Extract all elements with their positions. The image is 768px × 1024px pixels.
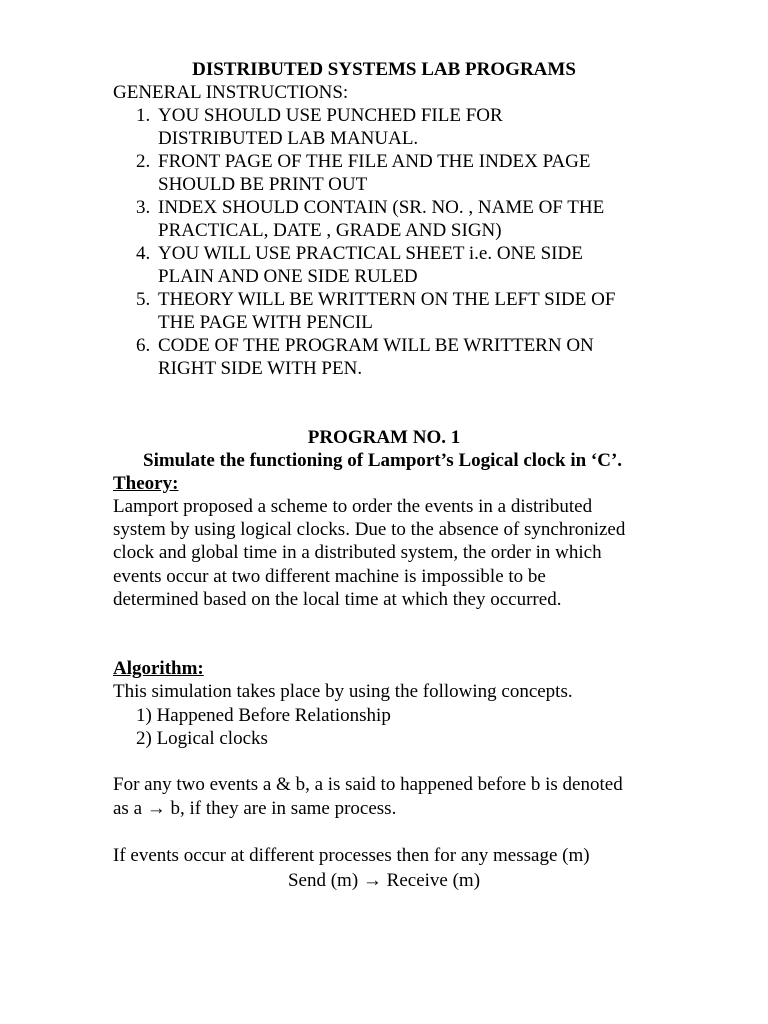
- instruction-text-line: YOU WILL USE PRACTICAL SHEET i.e. ONE SIDE: [158, 243, 583, 264]
- theory-line: system by using logical clocks. Due to the absence of synchronized: [113, 519, 626, 540]
- instruction-text-line: PLAIN AND ONE SIDE RULED: [158, 266, 418, 287]
- instruction-text-line: CODE OF THE PROGRAM WILL BE WRITTERN ON: [158, 335, 594, 356]
- general-instructions-heading: GENERAL INSTRUCTIONS:: [113, 82, 349, 103]
- theory-heading: Theory:: [113, 473, 179, 494]
- theory-line: clock and global time in a distributed system, the order in which: [113, 542, 602, 563]
- message-line: If events occur at different processes then for any message (m): [113, 845, 590, 866]
- instruction-text-line: INDEX SHOULD CONTAIN (SR. NO. , NAME OF THE: [158, 197, 605, 218]
- happened-before-line: as a → b, if they are in same process.: [113, 798, 397, 819]
- theory-line: determined based on the local time at which they occurred.: [113, 589, 562, 610]
- document-title: DISTRIBUTED SYSTEMS LAB PROGRAMS: [192, 59, 576, 80]
- algorithm-heading: Algorithm:: [113, 658, 204, 679]
- instruction-number: 6.: [136, 335, 151, 356]
- instruction-text-line: YOU SHOULD USE PUNCHED FILE FOR: [158, 105, 503, 126]
- instruction-text-line: THEORY WILL BE WRITTERN ON THE LEFT SIDE OF: [158, 289, 616, 310]
- instruction-text-line: SHOULD BE PRINT OUT: [158, 174, 368, 195]
- instruction-text-line: PRACTICAL, DATE , GRADE AND SIGN): [158, 220, 502, 241]
- program-heading: PROGRAM NO. 1: [307, 427, 461, 448]
- instruction-number: 1.: [136, 105, 151, 126]
- theory-line: events occur at two different machine is impossible to be: [113, 566, 546, 587]
- send-receive-line: Send (m) → Receive (m): [287, 870, 481, 891]
- instruction-number: 4.: [136, 243, 151, 264]
- instruction-number: 5.: [136, 289, 151, 310]
- program-subtitle: Simulate the functioning of Lamport’s Logical clock in ‘C’.: [143, 450, 623, 471]
- theory-line: Lamport proposed a scheme to order the events in a distributed: [113, 496, 593, 517]
- concept-item: 2) Logical clocks: [136, 728, 268, 749]
- instruction-text-line: THE PAGE WITH PENCIL: [158, 312, 373, 333]
- instruction-number: 3.: [136, 197, 151, 218]
- instruction-text-line: RIGHT SIDE WITH PEN.: [158, 358, 363, 379]
- instruction-text-line: FRONT PAGE OF THE FILE AND THE INDEX PAGE: [158, 151, 591, 172]
- concept-item: 1) Happened Before Relationship: [136, 705, 391, 726]
- algorithm-intro: This simulation takes place by using the following concepts.: [113, 681, 573, 702]
- instruction-number: 2.: [136, 151, 151, 172]
- instruction-text-line: DISTRIBUTED LAB MANUAL.: [158, 128, 419, 149]
- happened-before-line: For any two events a & b, a is said to happened before b is denoted: [113, 774, 623, 795]
